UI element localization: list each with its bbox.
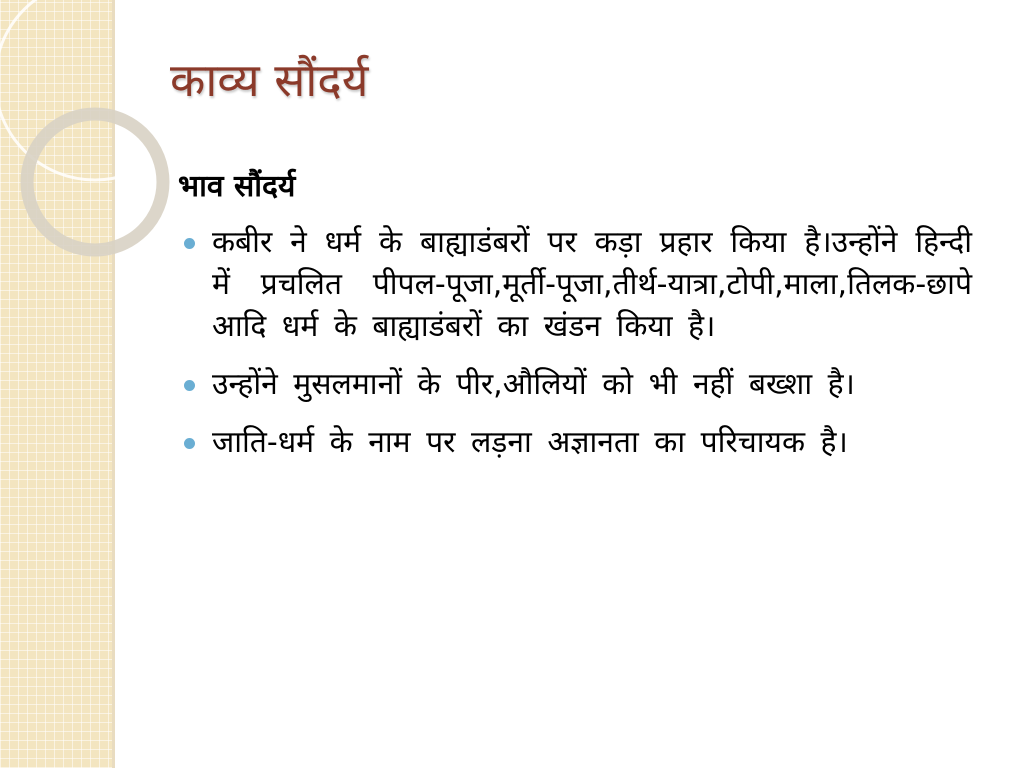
bullet-text: जाति-धर्म के नाम पर लड़ना अज्ञानता का परिचायक है। [212,425,848,460]
bullet-item [182,222,972,348]
bullet-text: कबीर ने धर्म के बाह्याडंबरों पर कड़ा प्रहार किया है।उन्होंने हिन्दी में प्रचलित पीपल-पूजा,मूर्ती-पूजा,तीर्थ-यात्रा,टोपी,माला,तिलक-छापे आदि धर्म के बाह्याडंबरों का खंडन किया है। [212,225,972,344]
bullet-dot-icon [184,238,195,249]
bullet-item [182,364,972,406]
bullet-dot-icon [184,380,195,391]
bullet-item [182,422,972,464]
bullet-text: उन्होंने मुसलमानों के पीर,औलियों को भी नहीं बख्शा है। [212,367,855,402]
section-subheading: भाव सौंदर्य [178,169,296,204]
bullet-list [182,222,972,480]
slide-title: काव्य सौंदर्य [170,53,369,107]
decorative-ring-small [27,114,163,250]
bullet-dot-icon [184,438,195,449]
